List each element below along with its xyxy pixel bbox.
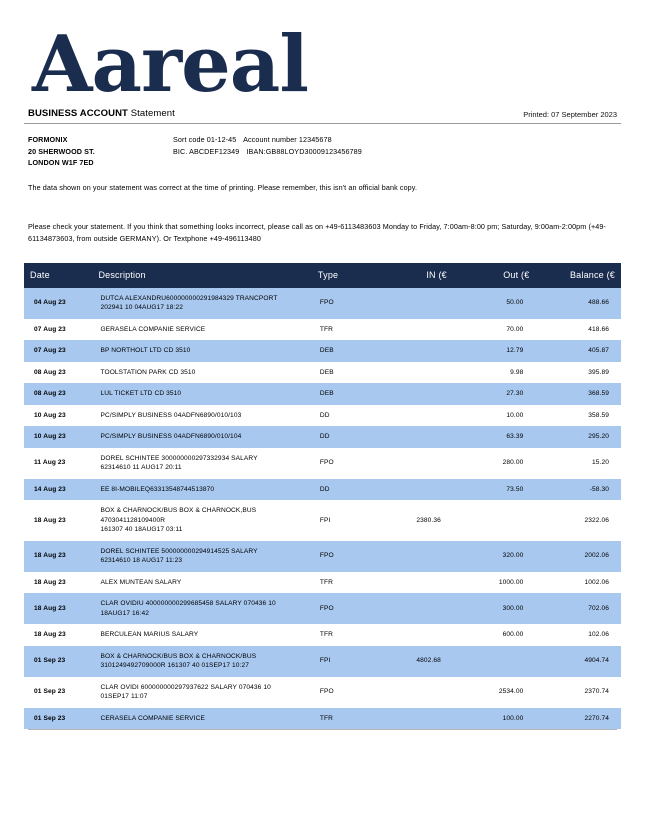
cell-balance: 1002.06 xyxy=(535,572,621,594)
cell-out: 27.30 xyxy=(453,383,536,405)
description-line-2: 62314610 18 AUG17 11:23 xyxy=(100,557,183,564)
description-line-2: 3101249492709000R 161307 40 01SEP17 10:27 xyxy=(100,662,250,669)
cell-type: TFR xyxy=(312,572,370,594)
cell-in xyxy=(370,572,453,594)
statement-title-bold: BUSINESS ACCOUNT xyxy=(28,108,128,119)
description-line-1: PC/SIMPLY BUSINESS 04ADFN6890/010/104 xyxy=(100,433,242,440)
cell-type: DD xyxy=(312,405,370,427)
description-line-1: BOX & CHARNOCK/BUS BOX & CHARNOCK,BUS 4703041128109400R xyxy=(100,507,257,524)
cell-balance: 295.20 xyxy=(535,426,621,448)
description-line-2: 202941 10 04AUG17 18:22 xyxy=(100,304,184,311)
customer-name: FORMONIX xyxy=(28,135,68,144)
cell-balance: 358.59 xyxy=(535,405,621,427)
description-line-1: BERCULEAN MARIUS SALARY xyxy=(100,631,199,638)
description-line-2: 18AUG17 16:42 xyxy=(100,609,150,617)
cell-balance: 488.66 xyxy=(535,288,621,319)
cell-out: 280.00 xyxy=(453,448,536,479)
cell-description xyxy=(92,479,311,501)
table-row xyxy=(24,405,621,427)
cell-in xyxy=(370,288,453,319)
description-line-1: CLAR OVIDI 600000000297937622 SALARY 070436 10 xyxy=(100,683,271,691)
cell-out: 50.00 xyxy=(453,288,536,319)
cell-type: FPO xyxy=(312,288,370,319)
cell-date: 11 Aug 23 xyxy=(24,448,92,479)
account-info xyxy=(24,124,621,169)
account-number-value: 12345678 xyxy=(298,135,332,144)
statement-title-light: Statement xyxy=(127,108,175,119)
cell-in xyxy=(370,340,453,362)
cell-type: DEB xyxy=(312,383,370,405)
table-row xyxy=(24,708,621,730)
cell-balance: 15.20 xyxy=(535,448,621,479)
cell-balance: 102.06 xyxy=(535,624,621,646)
cell-balance: 2270.74 xyxy=(535,708,621,730)
cell-date: 04 Aug 23 xyxy=(24,288,92,319)
cell-in xyxy=(370,677,453,708)
cell-out: 300.00 xyxy=(453,593,536,624)
bic-iban-row xyxy=(173,146,362,158)
column-header-balance: Balance (€ xyxy=(535,263,621,288)
column-header-in: IN (€ xyxy=(370,263,453,288)
sort-code-label: Sort code xyxy=(173,135,205,144)
cell-out xyxy=(453,500,536,541)
cell-type: DEB xyxy=(312,362,370,384)
table-row xyxy=(24,646,621,677)
description-line-1: BOX & CHARNOCK/BUS BOX & CHARNOCK/BUS xyxy=(100,652,257,660)
cell-description xyxy=(92,362,311,384)
cell-description xyxy=(92,708,311,730)
cell-description xyxy=(92,405,311,427)
cell-description xyxy=(92,677,311,708)
transactions-body xyxy=(24,288,621,730)
iban-value: GB88LOYD30009123456789 xyxy=(265,146,362,156)
cell-balance: 418.66 xyxy=(535,319,621,341)
account-details xyxy=(173,134,362,169)
cell-in xyxy=(370,383,453,405)
cell-balance: 368.59 xyxy=(535,383,621,405)
contact-notice: Please check your statement. If you think that something looks incorrect, please call as on +49-6113483603 Monday to Friday, 7:00am-8:00 pm; Saturday, 9:00am-2:00pm (+49-61134873603, from outside GERMANY). Or Textphone +49-496113480 xyxy=(28,221,606,243)
description-line-1: BP NORTHOLT LTD CD 3510 xyxy=(100,347,191,354)
cell-type: DD xyxy=(312,479,370,501)
description-line-2: 01SEP17 11:07 xyxy=(100,693,148,700)
cell-date: 18 Aug 23 xyxy=(24,593,92,624)
column-header-description: Description xyxy=(92,263,311,288)
cell-type: FPO xyxy=(312,448,370,479)
cell-date: 18 Aug 23 xyxy=(24,500,92,541)
table-row xyxy=(24,340,621,362)
table-row xyxy=(24,319,621,341)
table-row xyxy=(24,593,621,624)
account-number-label: Account number xyxy=(243,135,297,144)
transactions-table xyxy=(24,263,621,730)
cell-date: 08 Aug 23 xyxy=(24,383,92,405)
cell-out: 70.00 xyxy=(453,319,536,341)
cell-date: 08 Aug 23 xyxy=(24,362,92,384)
cell-in xyxy=(370,426,453,448)
description-line-1: CLAR OVIDIU 400000000299685458 SALARY 070436 10 xyxy=(100,600,276,607)
cell-in xyxy=(370,593,453,624)
description-line-2: 62314610 11 AUG17 20:11 xyxy=(100,464,182,471)
table-row xyxy=(24,479,621,501)
cell-type: DEB xyxy=(312,340,370,362)
sort-code-value: 01-12-45 xyxy=(206,135,237,144)
cell-in: 2380.36 xyxy=(370,500,453,541)
cell-description xyxy=(92,541,311,572)
cell-out: 2534.00 xyxy=(453,677,536,708)
table-row xyxy=(24,426,621,448)
cell-date: 18 Aug 23 xyxy=(24,572,92,594)
cell-type: FPO xyxy=(312,593,370,624)
cell-description xyxy=(92,288,311,319)
description-line-1: GERASELA COMPANIE SERVICE xyxy=(100,325,206,333)
customer-address-line-2: LONDON W1F 7ED xyxy=(28,158,94,167)
cell-out: 73.50 xyxy=(453,479,536,501)
cell-date: 07 Aug 23 xyxy=(24,340,92,362)
customer-address xyxy=(28,134,173,169)
cell-in xyxy=(370,708,453,730)
table-row xyxy=(24,677,621,708)
cell-date: 07 Aug 23 xyxy=(24,319,92,341)
description-line-1: CERASELA COMPANIE SERVICE xyxy=(100,714,205,722)
description-line-1: PC/SIMPLY BUSINESS 04ADFN6890/010/103 xyxy=(100,411,242,419)
cell-balance: 405.87 xyxy=(535,340,621,362)
cell-type: DD xyxy=(312,426,370,448)
cell-balance: 2322.06 xyxy=(535,500,621,541)
cell-in xyxy=(370,541,453,572)
cell-in: 4802.68 xyxy=(370,646,453,677)
cell-in xyxy=(370,362,453,384)
cell-out: 9.98 xyxy=(453,362,536,384)
cell-date: 18 Aug 23 xyxy=(24,541,92,572)
bank-logo-text: Aareal xyxy=(32,19,308,110)
cell-in xyxy=(370,624,453,646)
description-line-1: ALEX MUNTEAN SALARY xyxy=(100,578,182,586)
cell-balance: -58.30 xyxy=(535,479,621,501)
cell-balance: 395.89 xyxy=(535,362,621,384)
cell-out: 600.00 xyxy=(453,624,536,646)
cell-in xyxy=(370,448,453,479)
bic-label: BIC. xyxy=(173,146,188,156)
cell-type: FPO xyxy=(312,541,370,572)
bank-logo xyxy=(24,0,621,110)
cell-in xyxy=(370,319,453,341)
description-line-1: DOREL SCHINTEE 300000000297332934 SALARY xyxy=(100,454,258,462)
accuracy-notice: The data shown on your statement was correct at the time of printing. Please remember, this isn't an official bank copy. xyxy=(28,182,418,192)
table-header-row xyxy=(24,263,621,288)
footer-divider xyxy=(28,729,617,730)
table-row xyxy=(24,500,621,541)
table-row xyxy=(24,624,621,646)
cell-in xyxy=(370,479,453,501)
table-row xyxy=(24,541,621,572)
table-row xyxy=(24,362,621,384)
table-row xyxy=(24,288,621,319)
bic-value: ABCDEF12349 xyxy=(189,146,240,156)
cell-type: FPO xyxy=(312,677,370,708)
cell-date: 01 Sep 23 xyxy=(24,646,92,677)
cell-date: 14 Aug 23 xyxy=(24,479,92,501)
cell-description xyxy=(92,383,311,405)
table-row xyxy=(24,448,621,479)
cell-out: 320.00 xyxy=(453,541,536,572)
column-header-out: Out (€ xyxy=(453,263,536,288)
cell-description xyxy=(92,572,311,594)
cell-description xyxy=(92,426,311,448)
cell-date: 10 Aug 23 xyxy=(24,426,92,448)
cell-out xyxy=(453,646,536,677)
cell-type: TFR xyxy=(312,624,370,646)
cell-description xyxy=(92,319,311,341)
cell-type: FPI xyxy=(312,500,370,541)
iban-label: IBAN: xyxy=(246,146,266,156)
cell-type: TFR xyxy=(312,319,370,341)
table-row xyxy=(24,383,621,405)
cell-balance: 702.06 xyxy=(535,593,621,624)
cell-description xyxy=(92,448,311,479)
cell-type: TFR xyxy=(312,708,370,730)
cell-description xyxy=(92,624,311,646)
cell-out: 12.79 xyxy=(453,340,536,362)
cell-date: 18 Aug 23 xyxy=(24,624,92,646)
cell-date: 01 Sep 23 xyxy=(24,708,92,730)
cell-date: 01 Sep 23 xyxy=(24,677,92,708)
column-header-type: Type xyxy=(312,263,370,288)
cell-description xyxy=(92,593,311,624)
cell-date: 10 Aug 23 xyxy=(24,405,92,427)
cell-balance: 4904.74 xyxy=(535,646,621,677)
description-line-1: LUL TICKET LTD CD 3510 xyxy=(100,390,182,397)
description-line-1: DUTCA ALEXANDRU600000000291984329 TRANCPORT xyxy=(100,294,278,302)
cell-balance: 2002.06 xyxy=(535,541,621,572)
cell-out: 63.39 xyxy=(453,426,536,448)
description-line-1: TOOLSTATION PARK CD 3510 xyxy=(100,368,196,376)
printed-date: Printed: 07 September 2023 xyxy=(523,110,617,119)
cell-balance: 2370.74 xyxy=(535,677,621,708)
cell-description xyxy=(92,500,311,541)
statement-title xyxy=(28,108,175,119)
cell-type: FPI xyxy=(312,646,370,677)
cell-in xyxy=(370,405,453,427)
column-header-date: Date xyxy=(24,263,92,288)
cell-description xyxy=(92,646,311,677)
cell-out: 1000.00 xyxy=(453,572,536,594)
description-line-1: DOREL SCHINTEE 500000000294914525 SALARY xyxy=(100,547,258,555)
cell-description xyxy=(92,340,311,362)
cell-out: 100.00 xyxy=(453,708,536,730)
description-line-2: 161307 40 18AUG17 03:11 xyxy=(100,526,183,533)
sort-code-row xyxy=(173,134,362,146)
cell-out: 10.00 xyxy=(453,405,536,427)
table-row xyxy=(24,572,621,594)
customer-address-line-1: 20 SHERWOOD ST. xyxy=(28,146,95,156)
description-line-1: EE 8I-MOBILEQ63313548744513870 xyxy=(100,485,215,493)
